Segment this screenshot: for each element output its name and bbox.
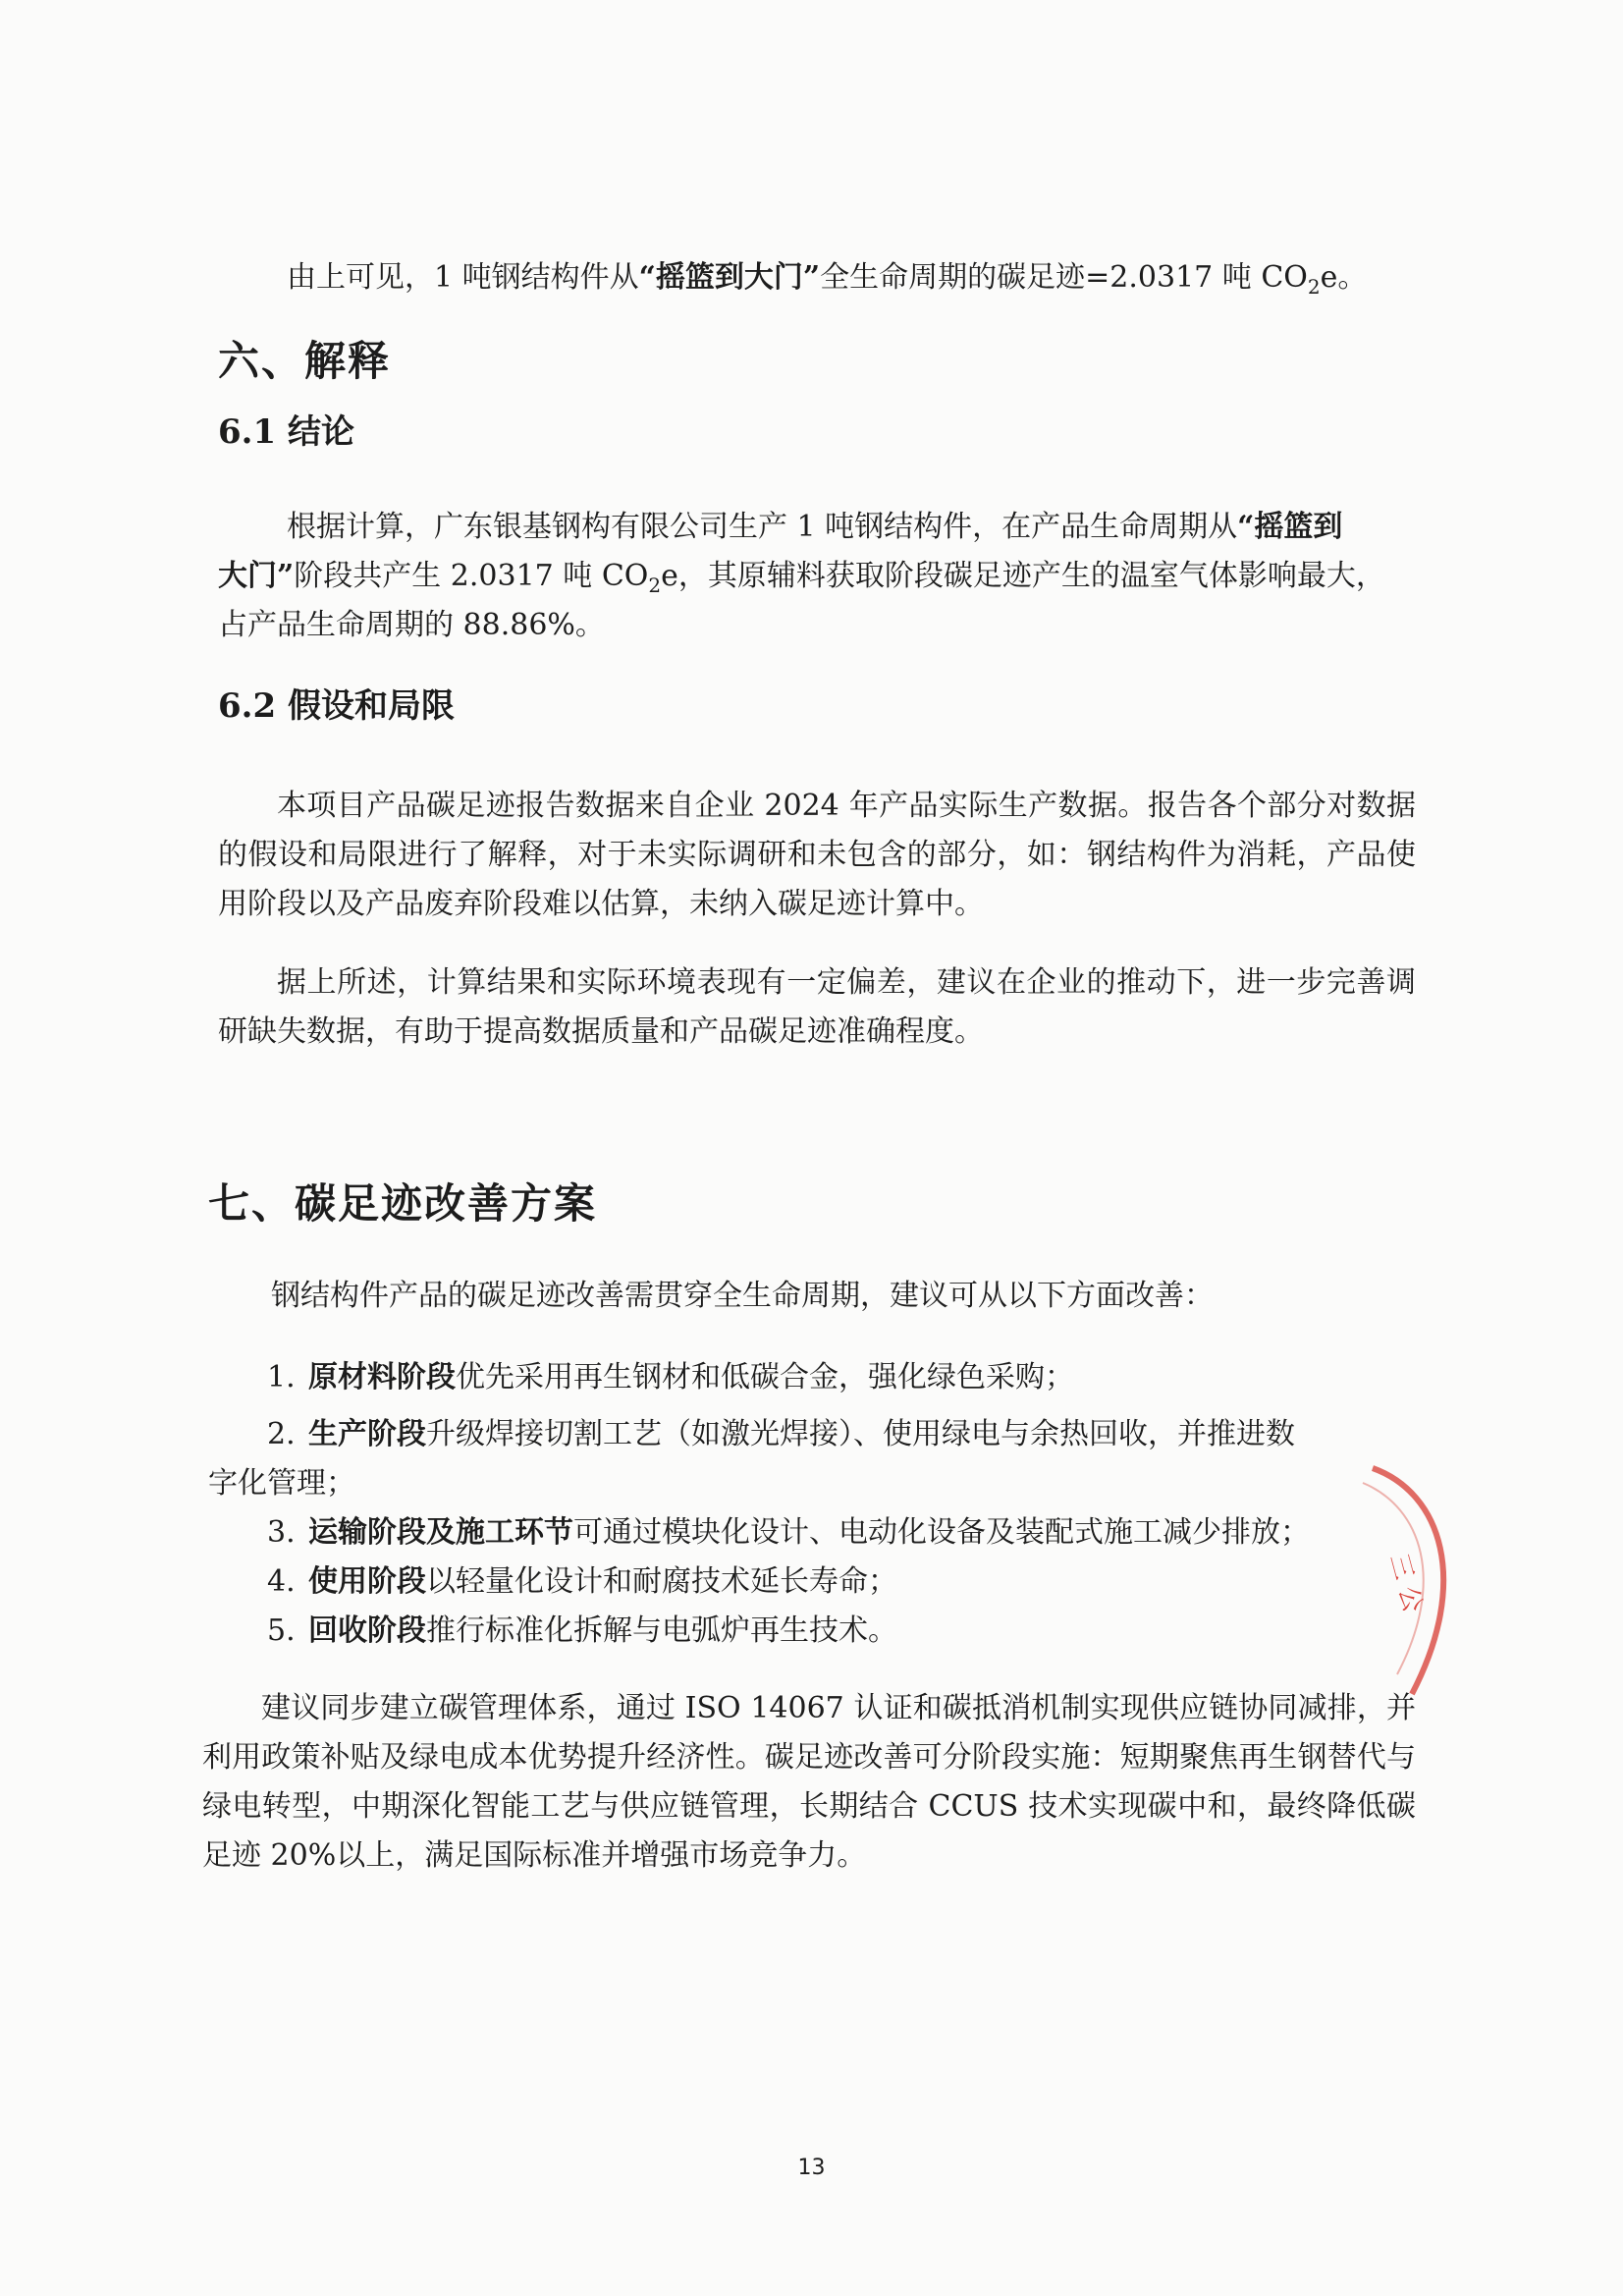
assumptions-paragraph: 本项目产品碳足迹报告数据来自企业 2024 年产品实际生产数据。报告各个部分对数据的假设和局限进行了解释，对于未实际调研和未包含的部分，如：钢结构件为消耗，产品使用阶段以及产品废弃阶段难以估算，未纳入碳足迹计算中。 (218, 789, 1416, 921)
list-item: 2. 生产阶段升级焊接切割工艺（如激光焊接）、使用绿电与余热回收，并推进数 (267, 1417, 1295, 1451)
section-6-1-title: 6.1 结论 (218, 412, 354, 452)
list-item: 3. 运输阶段及施工环节可通过模块化设计、电动化设备及装配式施工减少排放； (267, 1515, 1310, 1550)
seal-text: 三 公 (1383, 1551, 1428, 1616)
list-item: 1. 原材料阶段优先采用再生钢材和低碳合金，强化绿色采购； (267, 1360, 1074, 1394)
section-6-title: 六、解释 (218, 337, 392, 385)
page-number: 13 (797, 2156, 826, 2180)
conclusion-line-2: 大门”阶段共产生 2.0317 吨 $CO_2e$，其原辅料获取阶段碳足迹产生的温室气体影响最大， (218, 559, 1385, 597)
conclusion-line-3: 占产品生命周期的 88.86%。 (218, 608, 605, 642)
deviation-paragraph: 据上所述，计算结果和实际环境表现有一定偏差，建议在企业的推动下，进一步完善调研缺失数据，有助于提高数据质量和产品碳足迹准确程度。 (218, 965, 1416, 1049)
list-item: 4. 使用阶段以轻量化设计和耐腐技术延长寿命； (267, 1564, 897, 1599)
conclusion-line-1: 根据计算，广东银基钢构有限公司生产 1 吨钢结构件，在产品生命周期从“摇篮到 (287, 510, 1343, 544)
improvement-intro: 钢结构件产品的碳足迹改善需贯穿全生命周期，建议可从以下方面改善： (271, 1279, 1214, 1313)
seal-stamp (1353, 1463, 1481, 1699)
section-6-2-title: 6.2 假设和局限 (218, 686, 455, 726)
strategy-paragraph: 建议同步建立碳管理体系，通过 ISO 14067 认证和碳抵消机制实现供应链协同减排，并利用政策补贴及绿电成本优势提升经济性。碳足迹改善可分阶段实施：短期聚焦再生钢替代与绿电转型，中期深化智能工艺与供应链管理，长期结合 CCUS 技术实现碳中和，最终降低碳足迹 20%以上，满足国际标准并增强市场竞争力。 (202, 1691, 1416, 1873)
section-7-title: 七、碳足迹改善方案 (208, 1179, 598, 1228)
list-item: 5. 回收阶段推行标准化拆解与电弧炉再生技术。 (267, 1613, 897, 1648)
list-item-continued: 字化管理； (208, 1466, 355, 1501)
intro-paragraph: 由上可见，1 吨钢结构件从“摇篮到大门”全生命周期的碳足迹=2.0317 吨 $CO_2e$。 (287, 260, 1368, 299)
